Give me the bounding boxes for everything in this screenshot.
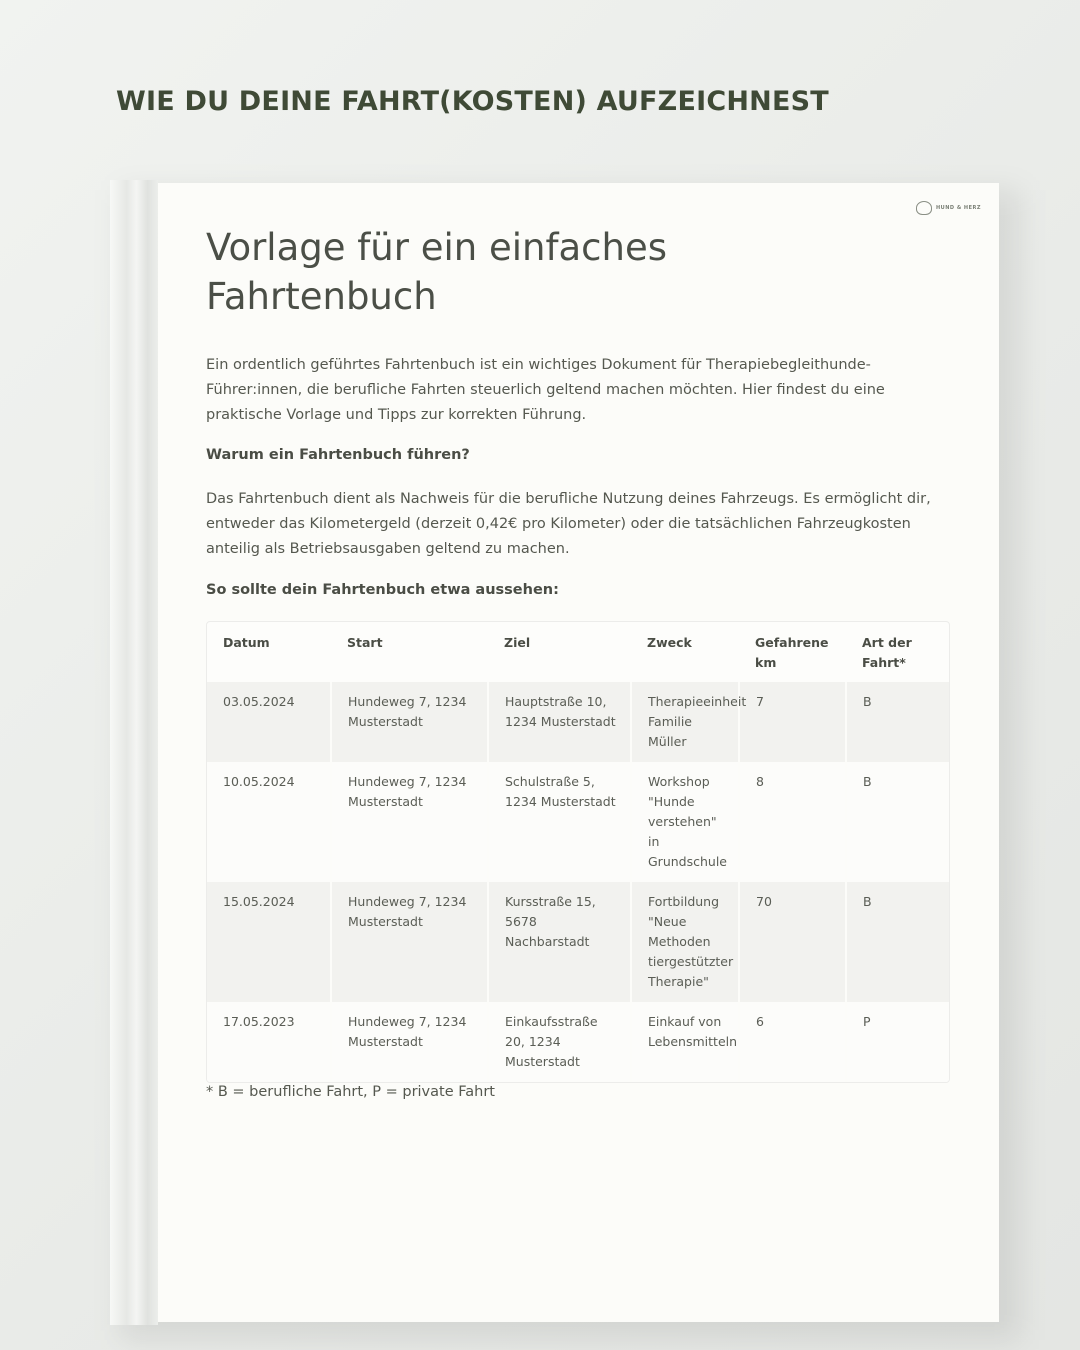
cell-purpose: Therapieeinheit Familie Müller [631, 682, 739, 762]
cell-purpose: Einkauf von Lebensmitteln [631, 1002, 739, 1082]
document-spine [110, 180, 158, 1325]
cell-destination: Einkaufsstraße 20, 1234 Musterstadt [488, 1002, 631, 1082]
brand-logo [916, 201, 981, 215]
header-purpose: Zweck [647, 635, 692, 650]
cell-trip-type: B [846, 882, 949, 1002]
page-headline: WIE DU DEINE FAHRT(KOSTEN) AUFZEICHNEST [116, 86, 829, 117]
header-trip-type: Art der Fahrt* [862, 635, 912, 670]
table-row [207, 882, 949, 1002]
dog-heart-logo-icon [916, 201, 932, 215]
cell-trip-type: B [846, 682, 949, 762]
cell-km: 70 [739, 882, 846, 1002]
header-date: Datum [223, 635, 270, 650]
header-start: Start [347, 635, 383, 650]
cell-km: 8 [739, 762, 846, 882]
cell-start: Hundeweg 7, 1234 Musterstadt [331, 682, 488, 762]
cell-start: Hundeweg 7, 1234 Musterstadt [331, 1002, 488, 1082]
brand-logo-text: HUND & HERZ [936, 205, 981, 211]
cell-purpose: Fortbildung "Neue Methoden tiergestützter Therapie" [631, 882, 739, 1002]
cell-destination: Schulstraße 5, 1234 Musterstadt [488, 762, 631, 882]
section-heading-example: So sollte dein Fahrtenbuch etwa aussehen: [206, 582, 559, 598]
cell-destination: Hauptstraße 10, 1234 Musterstadt [488, 682, 631, 762]
header-destination: Ziel [504, 635, 531, 650]
cell-date: 15.05.2024 [207, 882, 331, 1002]
intro-paragraph: Ein ordentlich geführtes Fahrtenbuch ist ein wichtiges Dokument für Therapiebegleithunde-Führer:innen, die berufliche Fahrten steuerlich geltend machen möchten. Hier findest du eine praktische Vorlage und Tipps zur korrekten Führung. [206, 357, 885, 423]
table-row [207, 682, 949, 762]
cell-purpose: Workshop "Hunde verstehen" in Grundschule [631, 762, 739, 882]
logbook-table [206, 621, 950, 1083]
cell-date: 17.05.2023 [207, 1002, 331, 1082]
table-row [207, 1002, 949, 1082]
section-paragraph-why: Das Fahrtenbuch dient als Nachweis für die berufliche Nutzung deines Fahrzeugs. Es ermöglicht dir, entweder das Kilometergeld (derzeit 0,42€ pro Kilometer) oder die tatsächlichen Fahrzeugkosten anteilig als Betriebsausgaben geltend zu machen. [206, 491, 931, 557]
cell-start: Hundeweg 7, 1234 Musterstadt [331, 762, 488, 882]
table-footnote: * B = berufliche Fahrt, P = private Fahrt [206, 1084, 495, 1100]
cell-trip-type: P [846, 1002, 949, 1082]
cell-km: 6 [739, 1002, 846, 1082]
document-page [158, 183, 999, 1322]
cell-destination: Kursstraße 15, 5678 Nachbarstadt [488, 882, 631, 1002]
table-header-row [207, 622, 949, 682]
table-row [207, 762, 949, 882]
cell-trip-type: B [846, 762, 949, 882]
document-title: Vorlage für ein einfaches Fahrtenbuch [206, 226, 667, 318]
header-km: Gefahrene km [755, 635, 829, 670]
cell-start: Hundeweg 7, 1234 Musterstadt [331, 882, 488, 1002]
cell-date: 10.05.2024 [207, 762, 331, 882]
cell-km: 7 [739, 682, 846, 762]
section-heading-why: Warum ein Fahrtenbuch führen? [206, 447, 470, 463]
cell-date: 03.05.2024 [207, 682, 331, 762]
